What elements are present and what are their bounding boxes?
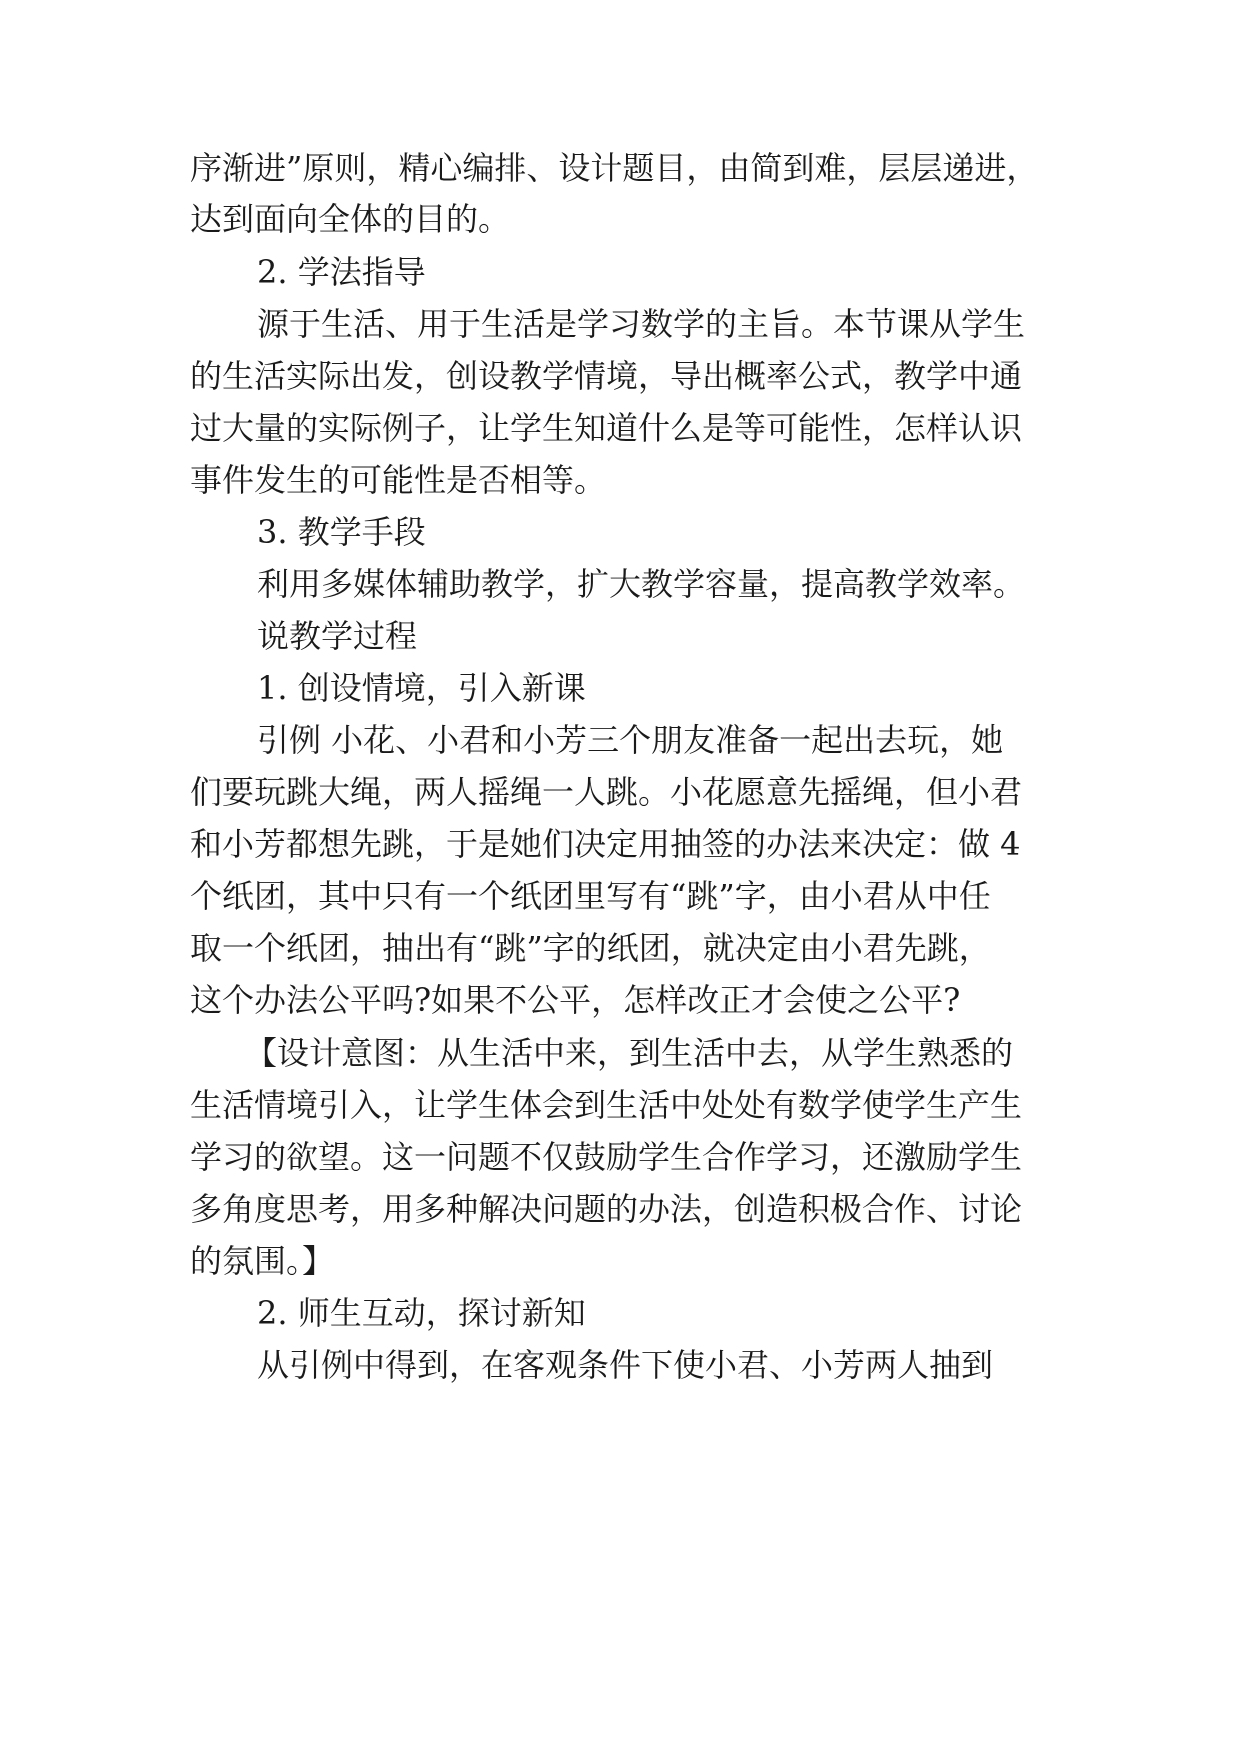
text-line: 和小芳都想先跳，于是她们决定用抽签的办法来决定：做 4 (190, 825, 1021, 863)
text-line: 达到面向全体的目的。 (190, 200, 511, 238)
text-line: 【设计意图：从生活中来，到生活中去，从学生熟悉的 (245, 1034, 1014, 1072)
text-line: 利用多媒体辅助教学，扩大教学容量，提高教学效率。 (257, 565, 1026, 603)
section-heading: 说教学过程 (257, 617, 418, 655)
text-line: 引例 小花、小君和小芳三个朋友准备一起出去玩，她 (257, 721, 1004, 759)
text-line: 从引例中得到，在客观条件下使小君、小芳两人抽到 (257, 1346, 994, 1384)
text-line: 们要玩跳大绳，两人摇绳一人跳。小花愿意先摇绳，但小君 (190, 773, 1023, 811)
section-heading: 3. 教学手段 (257, 513, 426, 551)
text-line: 序渐进”原则，精心编排、设计题目，由简到难，层层递进， (190, 149, 1039, 187)
text-line: 多角度思考，用多种解决问题的办法，创造积极合作、讨论 (190, 1190, 1023, 1228)
section-heading: 2. 学法指导 (257, 253, 426, 291)
section-heading: 2. 师生互动，探讨新知 (257, 1294, 586, 1332)
text-line: 取一个纸团，抽出有“跳”字的纸团，就决定由小君先跳， (190, 929, 991, 967)
text-line: 学习的欲望。这一问题不仅鼓励学生合作学习，还激励学生 (190, 1138, 1023, 1176)
text-line: 生活情境引入，让学生体会到生活中处处有数学使学生产生 (190, 1086, 1023, 1124)
text-line: 的氛围。】 (190, 1242, 335, 1280)
text-line: 事件发生的可能性是否相等。 (190, 461, 607, 499)
text-line: 源于生活、用于生活是学习数学的主旨。本节课从学生 (257, 305, 1026, 343)
text-line: 个纸团，其中只有一个纸团里写有“跳”字，由小君从中任 (190, 877, 991, 915)
text-line: 过大量的实际例子，让学生知道什么是等可能性，怎样认识 (190, 409, 1023, 447)
text-line: 这个办法公平吗?如果不公平，怎样改正才会使之公平? (190, 981, 961, 1019)
section-heading: 1. 创设情境，引入新课 (257, 669, 586, 707)
text-line: 的生活实际出发，创设教学情境，导出概率公式，教学中通 (190, 357, 1023, 395)
